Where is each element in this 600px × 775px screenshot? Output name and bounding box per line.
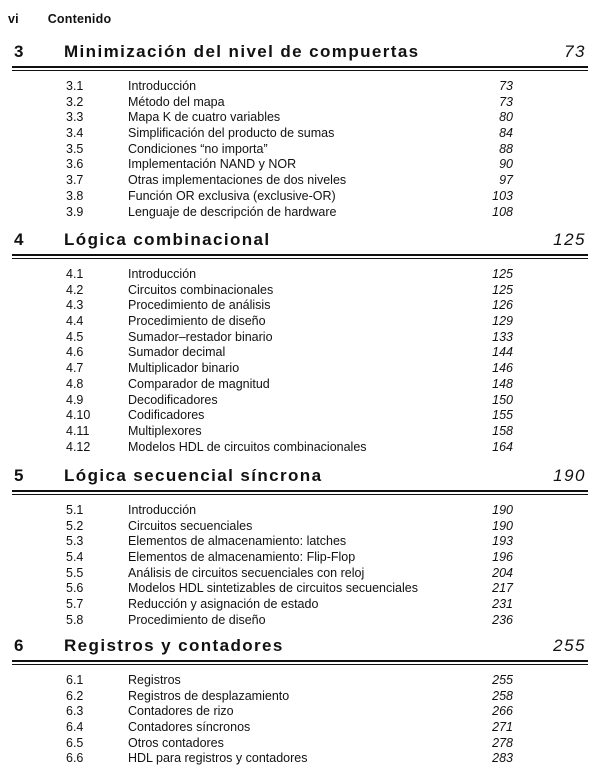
toc-entry[interactable] bbox=[0, 298, 600, 314]
chapter-3 bbox=[0, 40, 600, 220]
section-number: 5.2 bbox=[66, 518, 84, 533]
toc-entry[interactable] bbox=[0, 534, 600, 550]
section-title: Función OR exclusiva (exclusive-OR) bbox=[128, 188, 336, 203]
chapter-4 bbox=[0, 228, 600, 455]
section-page: 258 bbox=[492, 688, 513, 703]
section-list bbox=[0, 673, 600, 767]
toc-entry[interactable] bbox=[0, 720, 600, 736]
section-title: Sumador–restador binario bbox=[128, 329, 273, 344]
chapter-title: Minimización del nivel de compuertas bbox=[64, 42, 420, 61]
section-page: 193 bbox=[492, 534, 513, 549]
section-number: 4.1 bbox=[66, 267, 84, 281]
toc-entry[interactable] bbox=[0, 736, 600, 752]
toc-entry[interactable] bbox=[0, 330, 600, 346]
section-title: Circuitos secuenciales bbox=[128, 518, 253, 533]
section-page: 108 bbox=[492, 204, 513, 219]
section-number: 4.4 bbox=[66, 314, 84, 329]
toc-entry[interactable] bbox=[0, 424, 600, 440]
chapter-title: Lógica combinacional bbox=[64, 230, 271, 249]
section-number: 4.7 bbox=[66, 361, 84, 376]
section-number: 4.5 bbox=[66, 329, 84, 344]
chapter-title: Registros y contadores bbox=[64, 636, 284, 655]
section-number: 6.4 bbox=[66, 720, 84, 735]
section-page: 103 bbox=[492, 188, 513, 203]
section-title: Multiplexores bbox=[128, 423, 202, 438]
section-number: 3.2 bbox=[66, 94, 84, 109]
toc-entry[interactable] bbox=[0, 581, 600, 597]
section-number: 3.3 bbox=[66, 110, 84, 125]
section-title: Lenguaje de descripción de hardware bbox=[128, 204, 337, 219]
section-title: Procedimiento de diseño bbox=[128, 314, 266, 329]
chapter-rule bbox=[12, 494, 588, 495]
section-page: 73 bbox=[499, 94, 513, 109]
toc-entry[interactable] bbox=[0, 393, 600, 409]
toc-entry[interactable] bbox=[0, 157, 600, 173]
section-page: 271 bbox=[492, 720, 513, 735]
section-page: 148 bbox=[492, 376, 513, 391]
toc-entry[interactable] bbox=[0, 361, 600, 377]
chapter-5 bbox=[0, 464, 600, 629]
section-page: 190 bbox=[492, 518, 513, 533]
section-number: 4.11 bbox=[66, 423, 90, 438]
chapter-heading bbox=[12, 40, 588, 68]
section-page: 125 bbox=[492, 267, 513, 281]
section-page: 129 bbox=[492, 314, 513, 329]
section-number: 5.4 bbox=[66, 550, 84, 565]
section-number: 3.1 bbox=[66, 79, 84, 93]
toc-entry[interactable] bbox=[0, 267, 600, 283]
section-page: 133 bbox=[492, 329, 513, 344]
section-title: Sumador decimal bbox=[128, 345, 226, 360]
section-title: Otros contadores bbox=[128, 735, 224, 750]
section-number: 5.3 bbox=[66, 534, 84, 549]
section-title: Codificadores bbox=[128, 408, 205, 423]
chapter-page: 125 bbox=[553, 230, 586, 249]
section-page: 196 bbox=[492, 550, 513, 565]
section-page: 150 bbox=[492, 392, 513, 407]
chapter-number: 3 bbox=[14, 42, 24, 61]
section-title: HDL para registros y contadores bbox=[128, 751, 308, 766]
section-title: Otras implementaciones de dos niveles bbox=[128, 173, 347, 188]
chapter-heading bbox=[12, 634, 588, 662]
section-page: 88 bbox=[499, 141, 513, 156]
section-number: 4.2 bbox=[66, 282, 84, 297]
section-page: 204 bbox=[492, 565, 513, 580]
chapter-number: 6 bbox=[14, 636, 24, 655]
chapter-rule bbox=[12, 258, 588, 259]
section-number: 4.3 bbox=[66, 298, 84, 313]
section-number: 5.5 bbox=[66, 565, 84, 580]
chapter-rule bbox=[12, 664, 588, 665]
page-number: vi bbox=[8, 12, 19, 26]
toc-entry[interactable] bbox=[0, 597, 600, 613]
toc-entry[interactable] bbox=[0, 173, 600, 189]
section-page: 255 bbox=[492, 673, 513, 687]
section-title: Modelos HDL sintetizables de circuitos secuenciales bbox=[128, 581, 418, 596]
section-list bbox=[0, 503, 600, 629]
toc-entry[interactable] bbox=[0, 751, 600, 767]
section-page: 266 bbox=[492, 704, 513, 719]
toc-entry[interactable] bbox=[0, 503, 600, 519]
section-title: Procedimiento de diseño bbox=[128, 612, 266, 627]
chapter-heading bbox=[12, 228, 588, 256]
toc-entry[interactable] bbox=[0, 110, 600, 126]
section-title: Implementación NAND y NOR bbox=[128, 157, 297, 172]
section-number: 4.10 bbox=[66, 408, 91, 423]
section-title: Contadores síncronos bbox=[128, 720, 251, 735]
section-number: 3.6 bbox=[66, 157, 84, 172]
chapter-heading bbox=[12, 464, 588, 492]
section-number: 4.6 bbox=[66, 345, 84, 360]
toc-entry[interactable] bbox=[0, 377, 600, 393]
section-page: 190 bbox=[492, 503, 513, 517]
section-title: Decodificadores bbox=[128, 392, 218, 407]
toc-entry[interactable] bbox=[0, 519, 600, 535]
section-page: 146 bbox=[492, 361, 513, 376]
toc-entry[interactable] bbox=[0, 689, 600, 705]
toc-entry[interactable] bbox=[0, 673, 600, 689]
section-title: Introducción bbox=[128, 267, 197, 281]
section-title: Comparador de magnitud bbox=[128, 376, 270, 391]
chapter-6 bbox=[0, 634, 600, 767]
section-number: 6.3 bbox=[66, 704, 84, 719]
section-page: 164 bbox=[492, 439, 513, 454]
section-page: 125 bbox=[492, 282, 513, 297]
section-title: Mapa K de cuatro variables bbox=[128, 110, 281, 125]
section-title: Simplificación del producto de sumas bbox=[128, 126, 335, 141]
section-title: Introducción bbox=[128, 503, 197, 517]
chapter-number: 5 bbox=[14, 466, 24, 485]
section-number: 4.9 bbox=[66, 392, 84, 407]
chapter-page: 255 bbox=[553, 636, 586, 655]
chapter-title: Lógica secuencial síncrona bbox=[64, 466, 323, 485]
toc-entry[interactable] bbox=[0, 408, 600, 424]
toc-entry[interactable] bbox=[0, 189, 600, 205]
section-number: 3.5 bbox=[66, 141, 84, 156]
toc-entry[interactable] bbox=[0, 283, 600, 299]
running-header bbox=[8, 12, 111, 30]
section-page: 73 bbox=[499, 79, 513, 93]
section-number: 6.2 bbox=[66, 688, 84, 703]
section-page: 283 bbox=[492, 751, 513, 766]
section-page: 90 bbox=[499, 157, 513, 172]
section-page: 155 bbox=[492, 408, 513, 423]
chapter-rule bbox=[12, 70, 588, 71]
section-number: 3.7 bbox=[66, 173, 84, 188]
section-page: 231 bbox=[492, 597, 513, 612]
section-page: 84 bbox=[499, 126, 513, 141]
section-number: 6.6 bbox=[66, 751, 84, 766]
toc-entry[interactable] bbox=[0, 440, 600, 456]
toc-entry[interactable] bbox=[0, 142, 600, 158]
section-title: Condiciones “no importa” bbox=[128, 141, 268, 156]
section-list bbox=[0, 79, 600, 220]
toc-entry[interactable] bbox=[0, 345, 600, 361]
toc-entry[interactable] bbox=[0, 95, 600, 111]
toc-entry[interactable] bbox=[0, 205, 600, 221]
section-page: 217 bbox=[492, 581, 513, 596]
section-number: 6.5 bbox=[66, 735, 84, 750]
section-page: 126 bbox=[492, 298, 513, 313]
toc-entry[interactable] bbox=[0, 126, 600, 142]
section-number: 3.9 bbox=[66, 204, 84, 219]
section-page: 97 bbox=[499, 173, 513, 188]
section-title: Elementos de almacenamiento: Flip-Flop bbox=[128, 550, 356, 565]
toc-entry[interactable] bbox=[0, 566, 600, 582]
section-title: Análisis de circuitos secuenciales con reloj bbox=[128, 565, 365, 580]
section-number: 6.1 bbox=[66, 673, 84, 687]
section-title: Introducción bbox=[128, 79, 197, 93]
toc-entry[interactable] bbox=[0, 613, 600, 629]
section-page: 278 bbox=[492, 735, 513, 750]
section-title: Modelos HDL de circuitos combinacionales bbox=[128, 439, 367, 454]
section-title: Multiplicador binario bbox=[128, 361, 240, 376]
section-title: Registros de desplazamiento bbox=[128, 688, 290, 703]
section-title: Registros bbox=[128, 673, 181, 687]
section-number: 3.4 bbox=[66, 126, 84, 141]
section-page: 158 bbox=[492, 423, 513, 438]
section-number: 5.7 bbox=[66, 597, 84, 612]
running-title: Contenido bbox=[47, 12, 112, 26]
section-title: Método del mapa bbox=[128, 94, 225, 109]
toc-entry[interactable] bbox=[0, 314, 600, 330]
section-title: Reducción y asignación de estado bbox=[128, 597, 319, 612]
section-list bbox=[0, 267, 600, 455]
section-title: Circuitos combinacionales bbox=[128, 282, 274, 297]
section-page: 80 bbox=[499, 110, 513, 125]
chapter-page: 190 bbox=[553, 466, 586, 485]
section-number: 4.12 bbox=[66, 439, 91, 454]
chapter-page: 73 bbox=[564, 42, 586, 61]
section-title: Contadores de rizo bbox=[128, 704, 234, 719]
toc-entry[interactable] bbox=[0, 79, 600, 95]
toc-entry[interactable] bbox=[0, 704, 600, 720]
section-number: 5.6 bbox=[66, 581, 84, 596]
section-number: 5.1 bbox=[66, 503, 84, 517]
section-number: 4.8 bbox=[66, 376, 84, 391]
section-title: Procedimiento de análisis bbox=[128, 298, 271, 313]
toc-entry[interactable] bbox=[0, 550, 600, 566]
section-title: Elementos de almacenamiento: latches bbox=[128, 534, 347, 549]
chapter-number: 4 bbox=[14, 230, 24, 249]
section-page: 236 bbox=[492, 612, 513, 627]
section-number: 5.8 bbox=[66, 612, 84, 627]
section-page: 144 bbox=[492, 345, 513, 360]
section-number: 3.8 bbox=[66, 188, 84, 203]
